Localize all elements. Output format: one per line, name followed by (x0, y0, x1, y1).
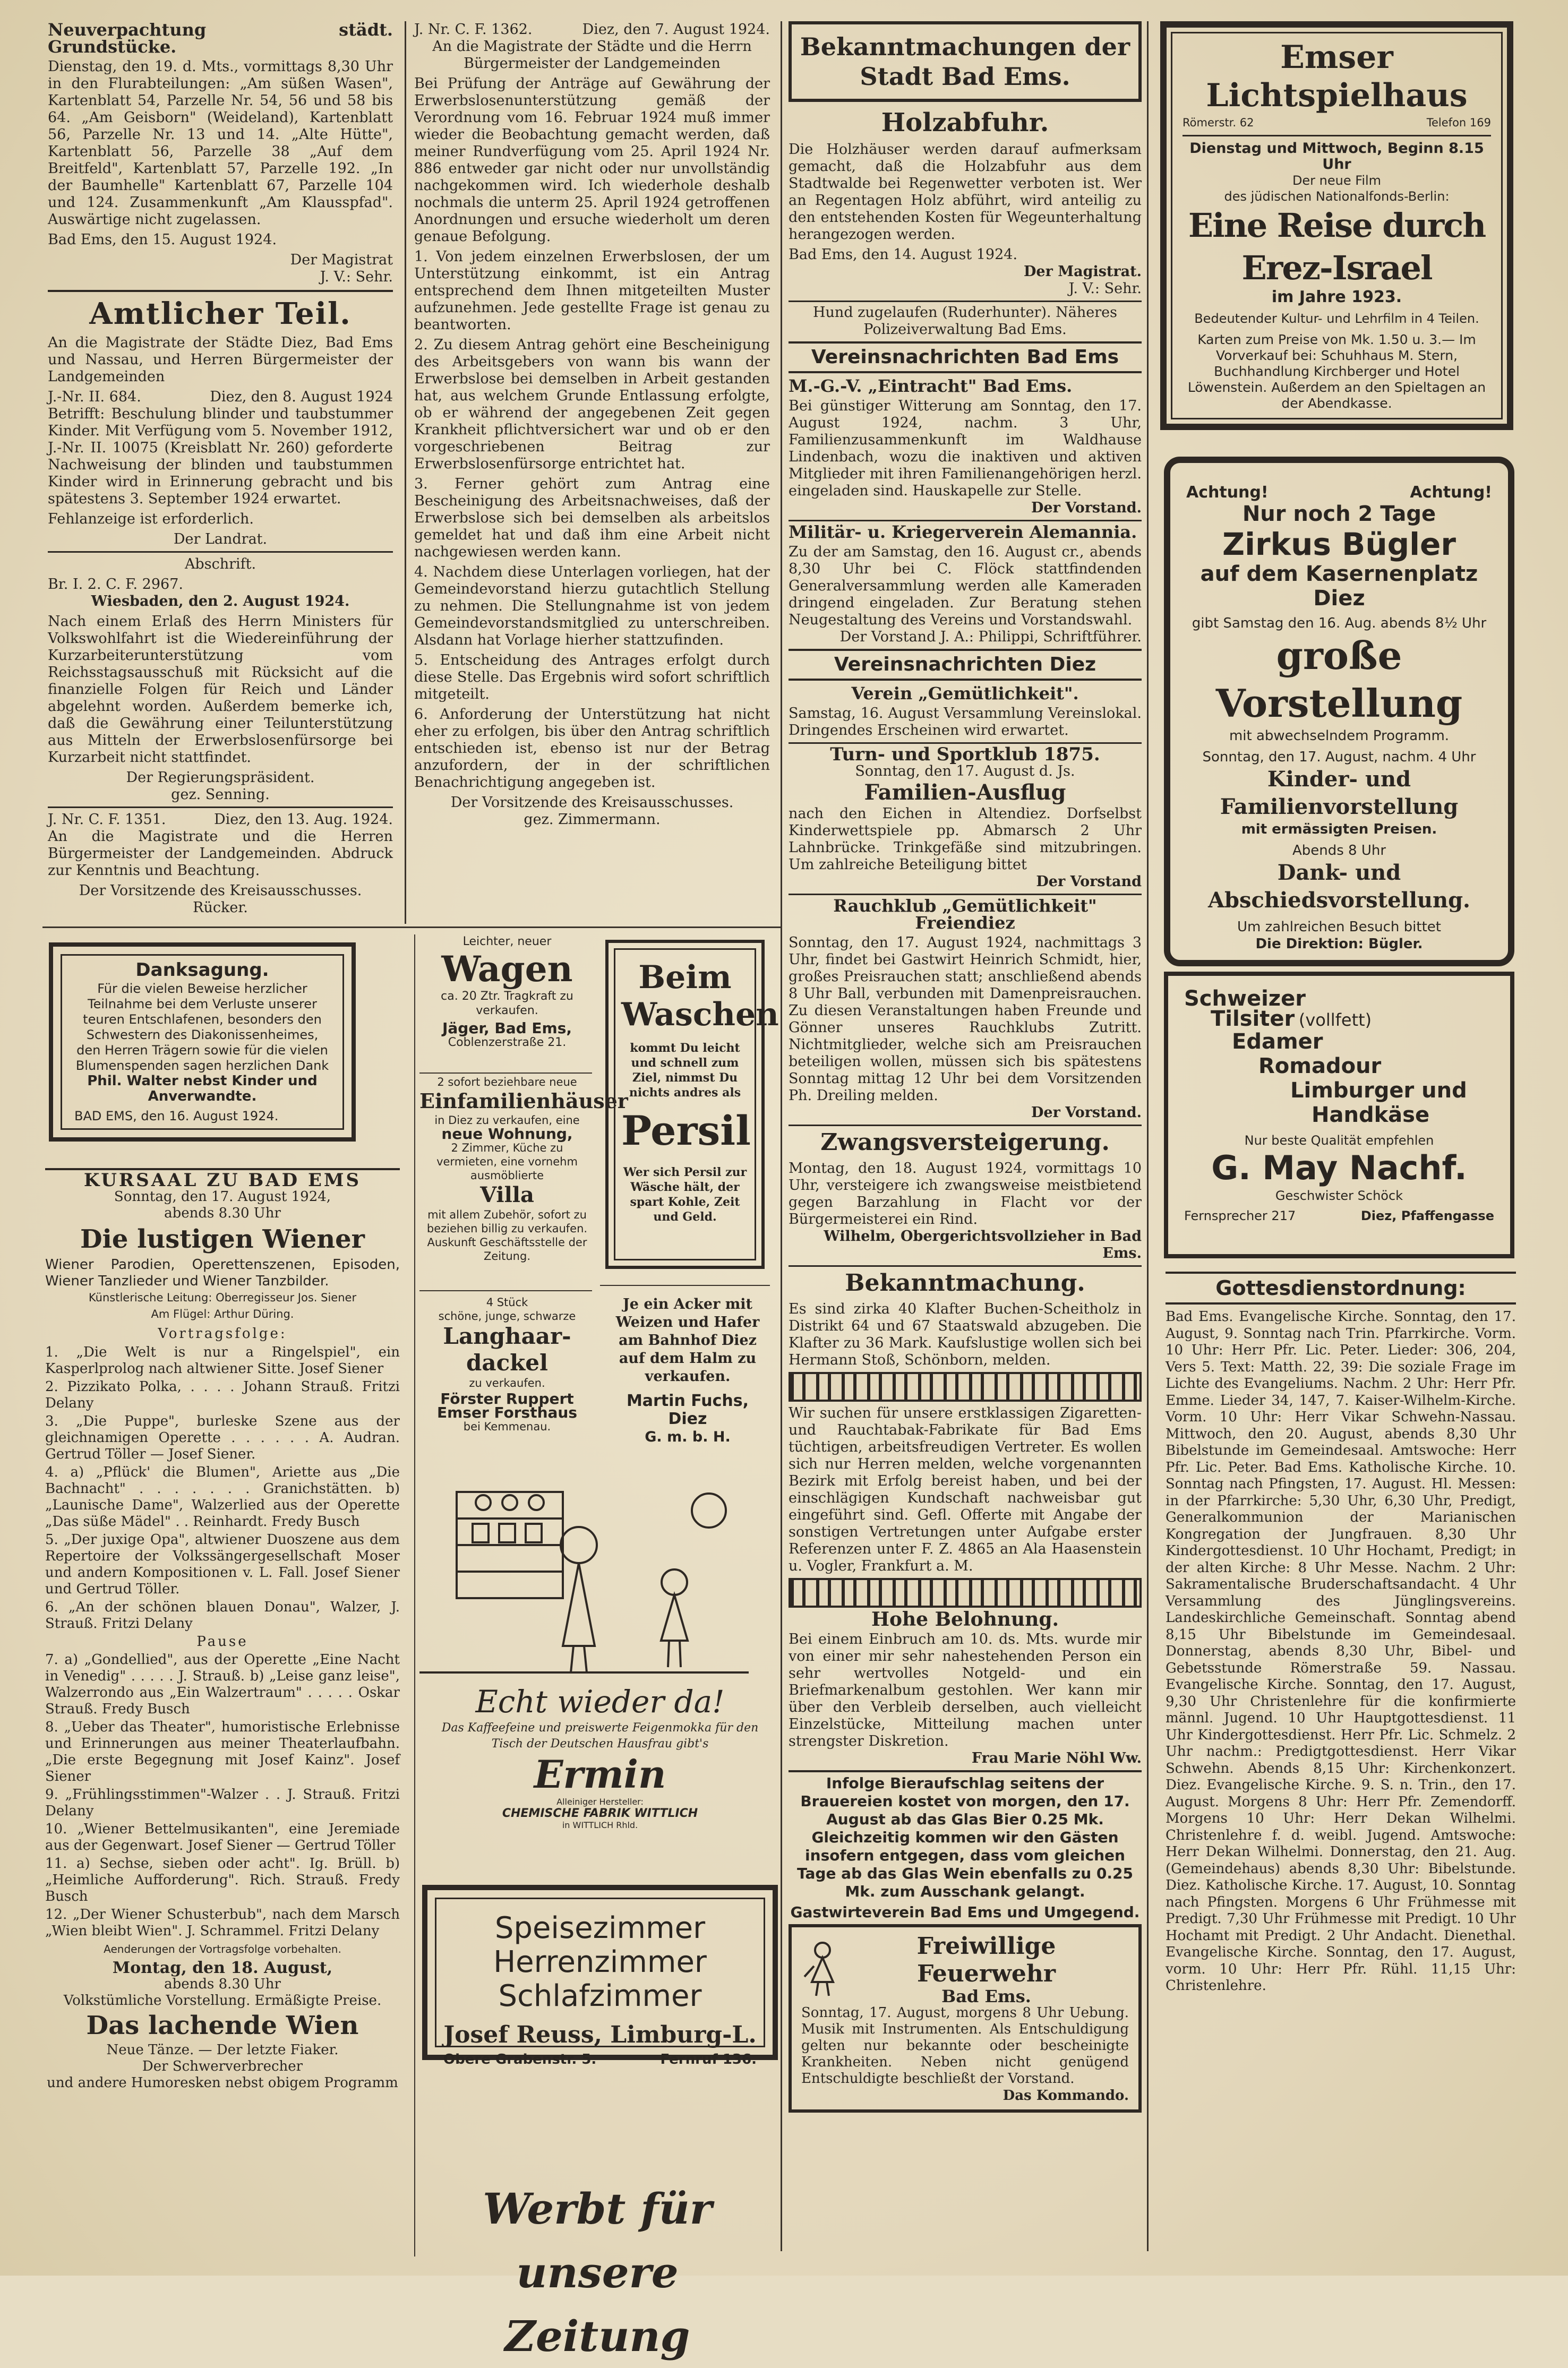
kursaal-item-4: 4. a) „Pflück' die Blumen", Ariette aus „Die Bachnacht" . . . . . . . Granichstätten. b) „Launische Dame", Walzerlied aus der Operette „Das süße Mädel" . . Reinhardt. Fredy Busch (45, 1464, 400, 1530)
ermin-maker3: in WITTLICH Rhld. (562, 1820, 638, 1830)
zirkus-l12: Die Direktion: Bügler. (1255, 936, 1423, 952)
col2-address: An die Magistrate der Städte und die Herrn Bürgermeister der Landgemeinden (432, 38, 752, 72)
kursaal-item-10: 10. „Wiener Bettelmusikanten", eine Jeremiade aus der Gegenwart. Josef Siener — Gertrud Töller (45, 1821, 400, 1854)
verpachtung-sign2: J. V.: Sehr. (320, 269, 393, 285)
amtlicher-date: Diez, den 8. August 1924 (210, 389, 393, 405)
kursaal-change: Aenderungen der Vortragsfolge vorbehalten. (104, 1943, 341, 1955)
wagen-addr: Coblenzerstraße 21. (448, 1036, 567, 1049)
col2-notice (414, 21, 770, 924)
persil-l1: Beim (638, 959, 732, 996)
lichtspiel-ad (1160, 21, 1513, 430)
col2-item-1: 1. Von jedem einzelnen Erwerbslosen, der um Unterstützung einkommt, ist ein Antrag entsprechend dem Ihnen mitgeteilten Muster aufzunehmen. Jede gestellte Frage ist genau zu beantworten. (414, 248, 770, 333)
moebel-l1: Speisezimmer (494, 1911, 706, 1945)
kursaal-item-2: 2. Pizzikato Polka, . . . . Johann Strauß. Fritzi Delany (45, 1379, 400, 1411)
col2-item-3: 3. Ferner gehört zum Antrag eine Bescheinigung des Arbeitsnachweises, daß der Erwerbslose sich bei demselben als arbeitslos gemeldet hat und daß ihm eine Arbeit nicht nachgewiesen werden kann. (414, 476, 770, 560)
danksagung-title: Danksagung. (135, 959, 269, 981)
notice1351-ref: J. Nr. C. F. 1351. (48, 811, 166, 828)
acker-name: Martin Fuchs, Diez (626, 1392, 749, 1428)
kursaal-monday: Montag, den 18. August, (112, 1959, 333, 1977)
holz-sign1: Der Magistrat. (1024, 263, 1142, 280)
verein-diez-title: Vereinsnachrichten Diez (789, 649, 1142, 681)
kaese-l2a: Tilsiter (1211, 1007, 1295, 1031)
col2-ref: J. Nr. C. F. 1362. (414, 21, 533, 38)
dackel-l4: bei Kemmenau. (463, 1420, 551, 1433)
kursaal-title: KURSAAL ZU BAD EMS (83, 1170, 362, 1191)
zirkus-l4: gibt Samstag den 16. Aug. abends 8½ Uhr (1192, 615, 1487, 631)
zirkus-a2: Achtung! (1410, 483, 1492, 502)
verein-ems-title: Vereinsnachrichten Bad Ems (789, 341, 1142, 373)
ad-rule (419, 1073, 592, 1074)
feuerwehr-body: Sonntag, 17. August, morgens 8 Uhr Uebung. Musik mit Instrumenten. Als Entschuldigung gelten nur bekannte oder bescheinigte Krankheiten. Neben nicht genügend Entschuldigte beschließt der Vorstand. (801, 2005, 1129, 2087)
notice1351-sign2: Rücker. (193, 899, 248, 916)
haus-l3: neue Wohnung, (441, 1125, 573, 1143)
werbt-text: Werbt für unsere Zeitung (483, 2184, 712, 2361)
zirkus-l3: Diez (1313, 586, 1365, 611)
kursaal-desc: Wiener Parodien, Operettenszenen, Episoden, Wiener Tanzlieder und Wiener Tanzbilder. (45, 1257, 400, 1289)
zirkus-l10: Dank- und Abschiedsvorstellung. (1208, 860, 1470, 913)
wagen-name: Jäger, Bad Ems, (442, 1019, 572, 1037)
persil-ad (605, 940, 779, 1269)
militaer-sign: Der Vorstand J. A.: Philippi, Schriftführer. (839, 629, 1142, 645)
zirkus-l8: mit ermässigten Preisen. (1241, 821, 1437, 837)
persil-l3: kommt Du leicht und schnell zum Ziel, nimmst Du nichts andres als (629, 1041, 741, 1100)
kaese-l4: Romadour (1258, 1054, 1382, 1078)
stadt-title: Bekanntmachungen der Stadt Bad Ems. (800, 32, 1130, 91)
vertreter-body: Wir suchen für unsere erstklassigen Zigaretten- und Rauchtabak-Fabrikate für Bad Ems tüchtigen, arbeitsfreudigen Vertreter. Es wollen sich nur Herren melden, welche vorgenannten Bezirk mit Erfolg bereist haben, und bei der einschlägigen Kundschaft nachweisbar gut eingeführt sind. Gefl. Offerte mit Angabe der sonstigen Vertretungen unter Aufgabe erster Referenzen unter F. Z. 4865 an Ala Haasenstein u. Vogler, Frankfurt a. M. (789, 1405, 1142, 1574)
holz-body: Die Holzhäuser werden darauf aufmerksam gemacht, daß die Holzabfuhr aus dem Stadtwalde bei Regenwetter verboten ist. Wer an Regentagen Holz abführt, wird anteilig zu den entstehenden Kosten für Wegeunterhaltung herangezogen werden. (789, 141, 1142, 243)
amtlicher-note: Fehlanzeige ist erforderlich. (48, 511, 254, 527)
moebel-l3: Schlafzimmer (498, 1979, 702, 2013)
kaese-l1: Schweizer (1184, 986, 1306, 1011)
amtlicher-title: Amtlicher Teil. (89, 296, 352, 331)
gottesdienst-title: Gottesdienstordnung: (1166, 1272, 1516, 1305)
zirkus-l5: mit abwechselndem Programm. (1229, 728, 1450, 744)
stadt-header (789, 21, 1142, 102)
moebel-name: Josef Reuss, Limburg-L. (443, 2021, 757, 2048)
col2-sign1: Der Vorsitzende des Kreisausschusses. (450, 794, 734, 811)
danksagung-place: BAD EMS, den 16. August 1924. (74, 1109, 279, 1123)
belohnung-sign: Frau Marie Nöhl Ww. (971, 1750, 1142, 1766)
column-rule (414, 934, 415, 2257)
amtlicher-sign: Der Landrat. (173, 531, 268, 547)
abschrift-date: Wiesbaden, den 2. August 1924. (91, 593, 350, 610)
kaese-place: Diez, Pfaffengasse (1360, 1208, 1494, 1223)
amtlicher-body: Betrifft: Beschulung blinder und taubstummer Kinder. Mit Verfügung vom 5. November 1912, J.-Nr. II. 10075 (Kreisblatt Nr. 260) geforderte Nachweisung der blinden und taubstummen Kinder wird in Erinnerung gebracht und bis spätestens 3. September 1924 erwartet. (48, 406, 393, 507)
kursaal-item-8: 8. „Ueber das Theater", humoristische Erlebnisse und Erinnerungen aus meiner Theaterlaufbahn. „Die erste Begegnung mit Josef Kainz". Josef Siener (45, 1719, 400, 1784)
haus-l2: in Diez zu verkaufen, eine (434, 1114, 580, 1127)
persil-brand: Persil (621, 1107, 751, 1154)
feuerwehr-sign: Das Kommando. (1003, 2088, 1129, 2104)
dackel-l3: zu verkaufen. (469, 1377, 545, 1389)
holz-title: Holzabfuhr. (881, 108, 1049, 138)
kursaal-line-1: Neue Tänze. — Der letzte Fiaker. (106, 2042, 339, 2058)
col2-item-5: 5. Entscheidung des Antrages erfolgt durch diese Stelle. Das Ergebnis wird sofort schriftlich mitgeteilt. (414, 652, 770, 702)
kaese-l7: Nur beste Qualität empfehlen (1244, 1133, 1434, 1148)
ermin-script1: Echt wieder da! (475, 1684, 725, 1720)
fireman-icon (801, 1940, 844, 1998)
dackel-ad (419, 1295, 595, 1455)
kursaal-folge: Vortragsfolge: (158, 1326, 287, 1342)
persil-l4: Wer sich Persil zur Wäsche hält, der spart Kohle, Zeit und Geld. (623, 1165, 747, 1224)
kaese-ad (1164, 972, 1514, 1258)
lichtspiel-tel: Telefon 169 (1426, 116, 1491, 129)
werbt-ad (419, 2177, 775, 2361)
lichtspiel-l2: des jüdischen Nationalfonds-Berlin: (1224, 189, 1450, 204)
haus-title: Einfamilienhäuser (419, 1089, 628, 1113)
gemuetlichkeit-body: Samstag, 16. August Versammlung Vereinslokal. Dringendes Erscheinen wird erwartet. (789, 705, 1142, 739)
rauchklub-sign: Der Vorstand. (1031, 1104, 1142, 1121)
zwang-body: Montag, den 18. August 1924, vormittags 10 Uhr, versteigere ich zwangsweise meistbietend gegen Barzahlung in Flacht vor der Bürgermeisterei ein Rind. (789, 1160, 1142, 1228)
danksagung-sign: Phil. Walter nebst Kinder und Anverwandte. (87, 1073, 318, 1104)
amtlicher-intro: An die Magistrate der Städte Diez, Bad Ems und Nassau, und Herren Bürgermeister der Landgemeinden (48, 334, 393, 385)
kursaal-fluegel: Am Flügel: Arthur Düring. (151, 1308, 294, 1320)
kaese-l5: Limburger und (1290, 1078, 1467, 1103)
kursaal-name2: Das lachende Wien (86, 2011, 359, 2040)
kursaal-popular: Volkstümliche Vorstellung. Ermäßigte Preise. (63, 1993, 382, 2009)
turn-subtitle: Familien-Ausflug (864, 780, 1066, 805)
feuerwehr-sub: Bad Ems. (941, 1986, 1031, 2006)
persil-l2: Waschen (621, 996, 779, 1033)
kursaal-item-11: 11. a) Sechse, sieben oder acht". Ig. Brüll. b) „Heimliche Aufforderung". Rich. Strauß. Fredy Busch (45, 1856, 400, 1904)
kursaal-item-6: 6. „An der schönen blauen Donau", Walzer, J. Strauß. Fritzi Delany (45, 1599, 400, 1632)
dackel-title: Langhaar-dackel (443, 1323, 571, 1376)
kursaal-time: abends 8.30 Uhr (164, 1205, 281, 1221)
moebel-tel: Fernruf 136. (660, 2052, 757, 2067)
zwang-title: Zwangsversteigerung. (820, 1129, 1110, 1156)
rauchklub-body: Sonntag, den 17. August 1924, nachmittags 3 Uhr, findet bei Gastwirt Heinrich Schmidt, hier, großes Preisrauchen statt; anschließend abends 8 Uhr Ball, verbunden mit Damenpreisrauchen. Zu diesen Veranstaltungen haben Freunde und Gönner unseres Rauchklubs Zutritt. Nichtmitglieder, welche sich am Preisrauchen beteiligen wollen, müssen sich bis spätestens Sonntag mittag 12 Uhr bei dem Vorsitzenden Ph. Dreiling melden. (789, 934, 1142, 1104)
wagen-title: Wagen (441, 948, 573, 990)
bier-body: Infolge Bieraufschlag seitens der Brauereien kostet von morgen, den 17. August ab das Glas Bier 0.25 Mk. Gleichzeitig kommen wir den Gästen insofern entgegen, dass vom gleichen Tage ab das Glas Wein ebenfalls zu 0.25 Mk. zum Ausschank gelangt. (797, 1774, 1133, 1900)
acker-body: Je ein Acker mit Weizen und Hafer am Bahnhof Diez auf dem Halm zu verkaufen. (615, 1296, 760, 1385)
haus-l4: 2 Zimmer, Küche zu vermieten, eine vornehm ausmöblierte (436, 1142, 578, 1182)
notice1351-sign1: Der Vorsitzende des Kreisausschusses. (79, 882, 362, 899)
verpachtung-title: Neuverpachtung städt. Grundstücke. (48, 20, 393, 57)
kaese-tel: Fernsprecher 217 (1184, 1208, 1296, 1223)
section-rule (42, 926, 781, 928)
abschrift-body: Nach einem Erlaß des Herrn Ministers für Volkswohlfahrt ist die Wiedereinführung der Kurzarbeiterunterstützung vom Reichsstagsausschuß mit Rücksicht auf die finanzielle Folgen für Reich und Länder abgelehnt worden. Außerdem bemerke ich, daß die Gewährung einer Teilunterstützung aus Mitteln der Erwerbslosenfürsorge bei Kurzarbeit nicht stattfindet. (48, 613, 393, 766)
lichtspiel-desc: Bedeutender Kultur- und Lehrfilm in 4 Teilen. (1194, 311, 1479, 326)
wagen-ad (419, 934, 595, 1088)
lichtspiel-when: Dienstag und Mittwoch, Beginn 8.15 Uhr (1189, 140, 1484, 173)
verpachtung-place: Bad Ems, den 15. August 1924. (48, 231, 277, 248)
kursaal-pause: Pause (196, 1634, 249, 1650)
zirkus-a1: Achtung! (1186, 483, 1269, 502)
kursaal-line-3: und andere Humoresken nebst obigem Programm (47, 2075, 398, 2091)
kursaal-item-7: 7. a) „Gondellied", aus der Operette „Eine Nacht in Venedig" . . . . . J. Strauß. b) „Leise ganz leise", Walzerrondo aus „Ein Walzertraum" . . . . . Oskar Strauß. Fredy Busch (45, 1652, 400, 1717)
hund-notice: Hund zugelaufen (Ruderhunter). Näheres Polizeiverwaltung Bad Ems. (813, 304, 1117, 338)
ad-rule (600, 1285, 770, 1286)
moebel-ad (422, 1885, 778, 2067)
lichtspiel-tickets: Karten zum Preise von Mk. 1.50 u. 3.— Im Vorverkauf bei: Schuhhaus M. Stern, Buchhandlung Kirchberger und Hotel Löwenstein. Außerdem an den Spieltagen an der Abendkasse. (1187, 332, 1486, 411)
acker-ad (605, 1295, 770, 1455)
zirkus-l7: Kinder- und Familienvorstellung (1220, 767, 1459, 819)
turn-body: nach den Eichen in Altendiez. Dorfselbst Kinderwettspiele pp. Abmarsch 2 Uhr Lahnbrücke. Trinkgefäße sind mitzubringen. Um zahlreiche Beteiligung bittet (789, 805, 1142, 873)
kaese-l2b: (vollfett) (1298, 1010, 1372, 1030)
gottesdienst-body: Bad Ems. Evangelische Kirche. Sonntag, den 17. August, 9. Sonntag nach Trin. Pfarrkirche. Vorm. 10 Uhr: Herr Pfr. Lic. Peter. Lieder: 306, 204, Vers 5. Text: Matth. 22, 39: Die soziale Frage im Lichte des Evangeliums. Nachm. 2 Uhr: Herr Pfr. Emme. Lieder 34, 147, 7. Kaiser-Wilhelm-Kirche. Vorm. 10 Uhr: Herr Vikar Schwehn-Nassau. Mittwoch, den 20. August, abends 8,30 Uhr Bibelstunde im Gemeindesaal. Amtswoche: Herr Pfr. Lic. Peter. Bad Ems. Katholische Kirche. 10. Sonntag nach Pfingsten, 17. August. Hl. Messen: in der Pfarrkirche: 5,30 Uhr, 6,30 Uhr, Predigt, Generalkommunion der Marianischen Kongregation der Jungfrauen. 8,30 Uhr Kindergottesdienst. 10 Uhr Hochamt, Predigt; in der alten Kirche: 8 Uhr Messe. Nachm. 2 Uhr: Sakramentalische Bruderschaftsandacht. 4 Uhr Versammlung des Jünglingsvereins. Landeskirchliche Gemeinschaft. Sonntag abend 8,15 Uhr Bibelstunde im Gemeindesaal. Donnerstag, abends 8,30 Uhr, Bibel- und Gebetsstunde Römerstraße 59. Nassau. Evangelische Kirche. Sonntag, den 17. August, 9,30 Uhr Christenlehre für die konfirmierte männl. Jugend. 10 Uhr Hauptgottesdienst. 11 Uhr Kindergottesdienst. Herr Pfr. Lic. Schmelz. 2 Uhr nachm.: Predigtgottesdienst. Herr Vikar Schwehn. Abends 8,15 Uhr: Kirchenkonzert. Diez. Evangelische Kirche. 9. S. n. Trin., den 17. August. Morgens 8 Uhr: Herr Pfr. Zemendorff. Morgens 10 Uhr: Herr Dekan Wilhelmi. Christenlehre f. d. weibl. Jugend. Amtswoche: Herr Dekan Wilhelmi. Donnerstag, den 21. Aug. (Gemeindehaus) abends 8,30 Uhr: Bibelstunde. Diez. Katholische Kirche. 17. August, 10. Sonntag nach Pfingsten. Morgens 6 Uhr Frühmesse mit Predigt. 7,30 Uhr Frühmesse mit Predigt. 10 Uhr Hochamt mit Predigt. 2 Uhr Andacht. Dienethal. Evangelische Kirche. Sonntag, den 17. August, vorm. 10 Uhr: Herr Pfr. Rühl. 11,15 Uhr: Christenlehre. (1166, 1309, 1516, 1994)
zirkus-l11: Um zahlreichen Besuch bittet (1237, 919, 1441, 935)
turn-title: Turn- und Sportklub 1875. (830, 744, 1100, 765)
moebel-addr: Obere Grabenstr. 5. (443, 2052, 597, 2067)
eintracht-title: M.-G.-V. „Eintracht" Bad Ems. (789, 376, 1073, 396)
acker-firm: G. m. b. H. (645, 1429, 731, 1445)
zirkus-l6: Sonntag, den 17. August, nachm. 4 Uhr (1202, 749, 1476, 765)
col2-item-6: 6. Anforderung der Unterstützung hat nicht eher zu erfolgen, bis über den Antrag schriftlich entschieden ist, ebenso ist nur der Betrag anzufordern, der in der schriftlichen Benachrichtigung angegeben ist. (414, 706, 770, 791)
verpachtung-sign: Der Magistrat (290, 252, 393, 268)
ad-rule (419, 1290, 592, 1291)
haus-title2: Villa (480, 1182, 534, 1207)
abschrift-sign1: Der Regierungspräsident. (126, 769, 315, 786)
col2-date: Diez, den 7. August 1924. (582, 21, 770, 38)
kursaal-date: Sonntag, den 17. August 1924, (114, 1189, 331, 1205)
bekannt-title: Bekanntmachung. (845, 1269, 1085, 1297)
zirkus-big: große Vorstellung (1215, 633, 1463, 726)
zirkus-l9: Abends 8 Uhr (1292, 843, 1386, 859)
haus-l1: 2 sofort beziehbare neue (437, 1076, 577, 1088)
haus-l5: mit allem Zubehör, sofort zu beziehen billig zu verkaufen. (426, 1208, 588, 1235)
belohnung-body: Bei einem Einbruch am 10. ds. Mts. wurde mir von einer mir sehr nahestehenden Person ein sehr wertvolles Notgeld- und ein Briefmarkenalbum gestohlen. Wer kann mir über den Verbleib derselben, auch vielleicht Einzelstücke, Mitteilung machen unter strengster Diskretion. (789, 1631, 1142, 1749)
abschrift-ref: Br. I. 2. C. F. 2967. (48, 576, 183, 593)
lichtspiel-l1: Der neue Film (1292, 173, 1382, 188)
zirkus-l2: auf dem Kasernenplatz (1200, 562, 1478, 586)
kursaal-item-9: 9. „Frühlingsstimmen"-Walzer . . J. Strauß. Fritzi Delany (45, 1787, 400, 1819)
kursaal-line-2: Der Schwerverbrecher (142, 2058, 303, 2074)
ermin-maker2: CHEMISCHE FABRIK WITTLICH (502, 1807, 698, 1820)
bekannt-body: Es sind zirka 40 Klafter Buchen-Scheitholz in Distrikt 64 und 67 Staatswald abzugeben. Die Klafter zu 36 Mark. Kaufslustige wollen sich bei Hermann Stoß, Schönborn, melden. (789, 1301, 1142, 1368)
turn-date: Sonntag, den 17. August d. Js. (855, 763, 1075, 779)
feuerwehr-ad (789, 1924, 1142, 2113)
kaese-firm: G. May Nachf. (1211, 1148, 1467, 1187)
col2-item-4: 4. Nachdem diese Unterlagen vorliegen, hat der Gemeindevorstand hierzu gutachtlich Stellung zu nehmen. Die Stellungnahme ist von jedem Gemeindevorstandsmitglied zu unterschreiben. Alsdann hat Vorlage hierher stattzufinden. (414, 564, 770, 648)
haus-l6: Auskunft Geschäftsstelle der Zeitung. (427, 1236, 587, 1263)
ornament-border (789, 1372, 1142, 1402)
eintracht-sign: Der Vorstand. (1031, 500, 1142, 516)
ermin-script2: Das Kaffeefeine und preiswerte Feigenmokka für den Tisch der Deutschen Hausfrau gibt's (441, 1721, 759, 1751)
lichtspiel-year: im Jahre 1923. (1271, 288, 1402, 306)
notice1351-body: An die Magistrate und die Herren Bürgermeister der Landgemeinden. Abdruck zur Kenntnis und Beachtung. (48, 828, 393, 879)
col2-sign2: gez. Zimmermann. (524, 811, 661, 828)
danksagung-ad (49, 942, 356, 1142)
kursaal-mtime: abends 8.30 Uhr (164, 1976, 281, 1992)
haus-ad (419, 1075, 628, 1288)
militaer-title: Militär- u. Kriegerverein Alemannia. (789, 522, 1137, 542)
notice1351-date: Diez, den 13. Aug. 1924. (213, 811, 393, 828)
col2-body: Bei Prüfung der Anträge auf Gewährung der Erwerbslosenunterstützung gemäß der Verordnung vom 16. Februar 1924 muß immer wieder die Beobachtung gemacht werden, daß meiner Rundverfügung vom 25. April 1924 Nr. 886 entweder gar nicht oder nur unvollständig nachgekommen wird. Ich wiederhole deshalb nochmals die unterm 25. April 1924 getroffenen Anordnungen und ersuche wiederholt um deren genaue Befolgung. (414, 75, 770, 245)
turn-sign: Der Vorstand (1036, 873, 1142, 890)
dackel-place: Emser Forsthaus (436, 1404, 578, 1421)
abschrift-sign2: gez. Senning. (171, 786, 270, 803)
danksagung-body: Für die vielen Beweise herzlicher Teilnahme bei dem Verluste unserer teuren Entschlafenen, besonders den Schwestern des Diakonissenheimes, den Herren Trägern sowie für die vielen Blumenspenden sagen herzlichen Dank (75, 981, 329, 1073)
kursaal-item-3: 3. „Die Puppe", burleske Szene aus der gleichnamigen Operette . . . . . . A. Audran. Gertrud Töller — Josef Siener. (45, 1413, 400, 1462)
holz-place: Bad Ems, den 14. August 1924. (789, 246, 1018, 263)
kursaal-leitung: Künstlerische Leitung: Oberregisseur Jos. Siener (88, 1291, 357, 1304)
col2-item-2: 2. Zu diesem Antrag gehört eine Bescheinigung des Arbeitsgebers von wann bis wann der Erwerbslose bei demselben in Arbeit gestanden hat, aus welchem Grunde Entlassung erfolgte, ob er während der angegebenen Zeit gegen Krankheit pflichtversichert war und ob er den vorgeschriebenen Beitrag zur Erwerbslosenfürsorge entrichtet hat. (414, 337, 770, 472)
ermin-maker1: Alleiniger Hersteller: (556, 1797, 644, 1807)
bier-sign: Gastwirteverein Bad Ems und Umgegend. (790, 1903, 1140, 1921)
ermin-brand: Ermin (534, 1752, 666, 1797)
ornament-border (789, 1578, 1142, 1608)
kaese-l8: Geschwister Schöck (1275, 1188, 1403, 1203)
kursaal-item-5: 5. „Der juxige Opa", altwiener Duoszene aus dem Repertoire der Volkssängergesellschaft Moser und andern Kompositionen v. L. Fall. Josef Siener und Gertrud Töller. (45, 1532, 400, 1597)
dackel-l1: 4 Stück (486, 1296, 528, 1309)
wagen-l1: Leichter, neuer (462, 935, 552, 948)
kaese-l3: Edamer (1232, 1029, 1323, 1054)
rauchklub-title: Rauchklub „Gemütlichkeit" Freiendiez (833, 896, 1097, 933)
holz-sign2: J. V.: Sehr. (1068, 280, 1142, 297)
wagen-l2: ca. 20 Ztr. Tragkraft zu verkaufen. (441, 990, 573, 1017)
kaese-l6: Handkäse (1312, 1103, 1430, 1127)
militaer-body: Zu der am Samstag, den 16. August cr., abends 8,30 Uhr bei C. Flöck stattfindenden Generalversammlung werden alle Kameraden dringend eingeladen. Zur Beratung stehen Neugestaltung des Vereins und Vorstandswahl. (789, 544, 1142, 628)
abschrift-title: Abschrift. (184, 556, 256, 572)
gottesdienst (1166, 1272, 1516, 2259)
lichtspiel-title: Emser Lichtspielhaus (1206, 39, 1468, 114)
zirkus-ad (1164, 457, 1514, 966)
ermin-illustration (419, 1471, 775, 1683)
kursaal-ad (45, 1168, 400, 2262)
kursaal-item-12: 12. „Der Wiener Schusterbub", nach dem Marsch „Wien bleibt Wien". J. Schrammel. Fritzi Delany (45, 1907, 400, 1939)
column-rule (781, 21, 782, 2251)
gemuetlichkeit-title: Verein „Gemütlichkeit". (851, 683, 1079, 703)
dackel-name: Förster Ruppert (440, 1390, 574, 1408)
zirkus-name: Zirkus Bügler (1222, 526, 1456, 562)
kursaal-name: Die lustigen Wiener (80, 1224, 365, 1254)
lichtspiel-addr: Römerstr. 62 (1183, 116, 1254, 129)
feuerwehr-title: Freiwillige Feuerwehr (916, 1933, 1056, 1987)
zirkus-l1: Nur noch 2 Tage (1242, 502, 1436, 526)
belohnung-title: Hohe Belohnung. (871, 1608, 1059, 1631)
zwang-sign: Wilhelm, Obergerichtsvollzieher in Bad Ems. (824, 1228, 1142, 1262)
column-rule (1147, 21, 1149, 2251)
col3 (789, 21, 1142, 2262)
col1-notices (48, 21, 393, 924)
column-rule (405, 21, 406, 924)
lichtspiel-film: Eine Reise durch Erez-Israel (1188, 206, 1486, 287)
moebel-l2: Herrenzimmer (493, 1945, 707, 1979)
ermin-ad (419, 1471, 775, 1885)
dackel-l2: schöne, junge, schwarze (438, 1310, 576, 1323)
amtlicher-ref: J.-Nr. II. 684. (48, 389, 141, 405)
verpachtung-body: Dienstag, den 19. d. Mts., vormittags 8,30 Uhr in den Flurabteilungen: „Am süßen Wasen", Kartenblatt 54, Parzelle Nr. 54, 56 und 58 bis 64. „Am Geisborn" (Weideland), Kartenblatt 56, Parzelle Nr. 13 und 14. „Alte Hütte", Kartenblatt 56, Parzelle 38 „Auf dem Breitfeld", Kartenblatt 57, Parzelle 192. „In der Baumhelle" Kartenblatt 67, Parzelle 104 und 124. Zusammenkunft „Am Klausspfad". Auswärtige nicht zugelassen. (48, 58, 393, 228)
kursaal-item-1: 1. „Die Welt is nur a Ringelspiel", ein Kasperlprolog nach altwiener Sitte. Josef Siener (45, 1344, 400, 1377)
eintracht-body: Bei günstiger Witterung am Sonntag, den 17. August 1924, nachm. 3 Uhr, Familienzusammenkunft im Waldhause Lindenbach, wozu die inaktiven und aktiven Mitglieder mit ihren Familienangehörigen herzl. eingeladen sind. Hauskapelle zur Stelle. (789, 398, 1142, 499)
